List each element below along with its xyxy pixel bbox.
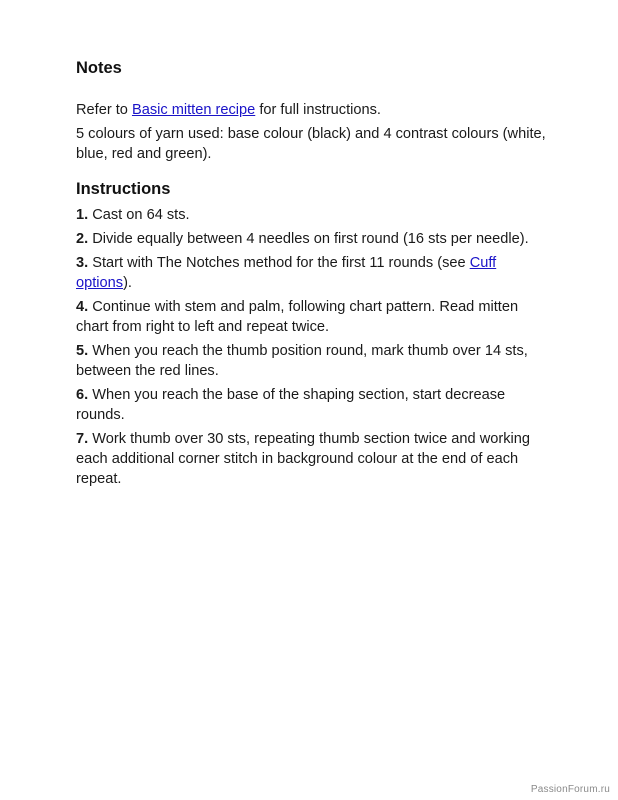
instruction-step-6	[76, 385, 546, 425]
instruction-step-4	[76, 297, 546, 337]
instruction-step-3	[76, 253, 546, 293]
step-number: 5.	[76, 343, 89, 359]
notes-p1-before: Refer to	[76, 102, 132, 118]
instruction-step-5	[76, 341, 546, 381]
notes-paragraph-1	[76, 100, 546, 120]
document-page	[76, 58, 546, 493]
cuff-options-link[interactable]: Cuff options	[76, 255, 497, 291]
step-text-after: ).	[123, 275, 132, 291]
step-text: Divide equally between 4 needles on first round (16 sts per needle).	[88, 231, 529, 247]
notes-p1-after: for full instructions.	[255, 102, 381, 118]
notes-heading: Notes	[76, 59, 122, 77]
step-number: 7.	[76, 431, 89, 447]
step-text: Work thumb over 30 sts, repeating thumb section twice and working each additional corner stitch in background colour at the end of each repeat.	[76, 431, 530, 487]
watermark: PassionForum.ru	[530, 784, 610, 795]
step-text: Start with The Notches method for the first 11 rounds (see	[88, 255, 470, 271]
notes-paragraph-2: 5 colours of yarn used: base colour (black) and 4 contrast colours (white, blue, red and green).	[76, 126, 546, 162]
instruction-step-1	[76, 205, 546, 225]
instructions-heading: Instructions	[76, 180, 171, 198]
step-text: When you reach the thumb position round, mark thumb over 14 sts, between the red lines.	[76, 343, 528, 379]
step-number: 4.	[76, 299, 89, 315]
step-number: 3.	[76, 255, 89, 271]
step-number: 2.	[76, 231, 89, 247]
step-text: Cast on 64 sts.	[88, 207, 190, 223]
step-number: 1.	[76, 207, 89, 223]
step-number: 6.	[76, 387, 89, 403]
instruction-step-2	[76, 229, 546, 249]
step-text: When you reach the base of the shaping section, start decrease rounds.	[76, 387, 506, 423]
instruction-step-7	[76, 429, 546, 489]
step-text: Continue with stem and palm, following chart pattern. Read mitten chart from right to left and repeat twice.	[76, 299, 519, 335]
basic-mitten-recipe-link[interactable]: Basic mitten recipe	[131, 102, 256, 118]
